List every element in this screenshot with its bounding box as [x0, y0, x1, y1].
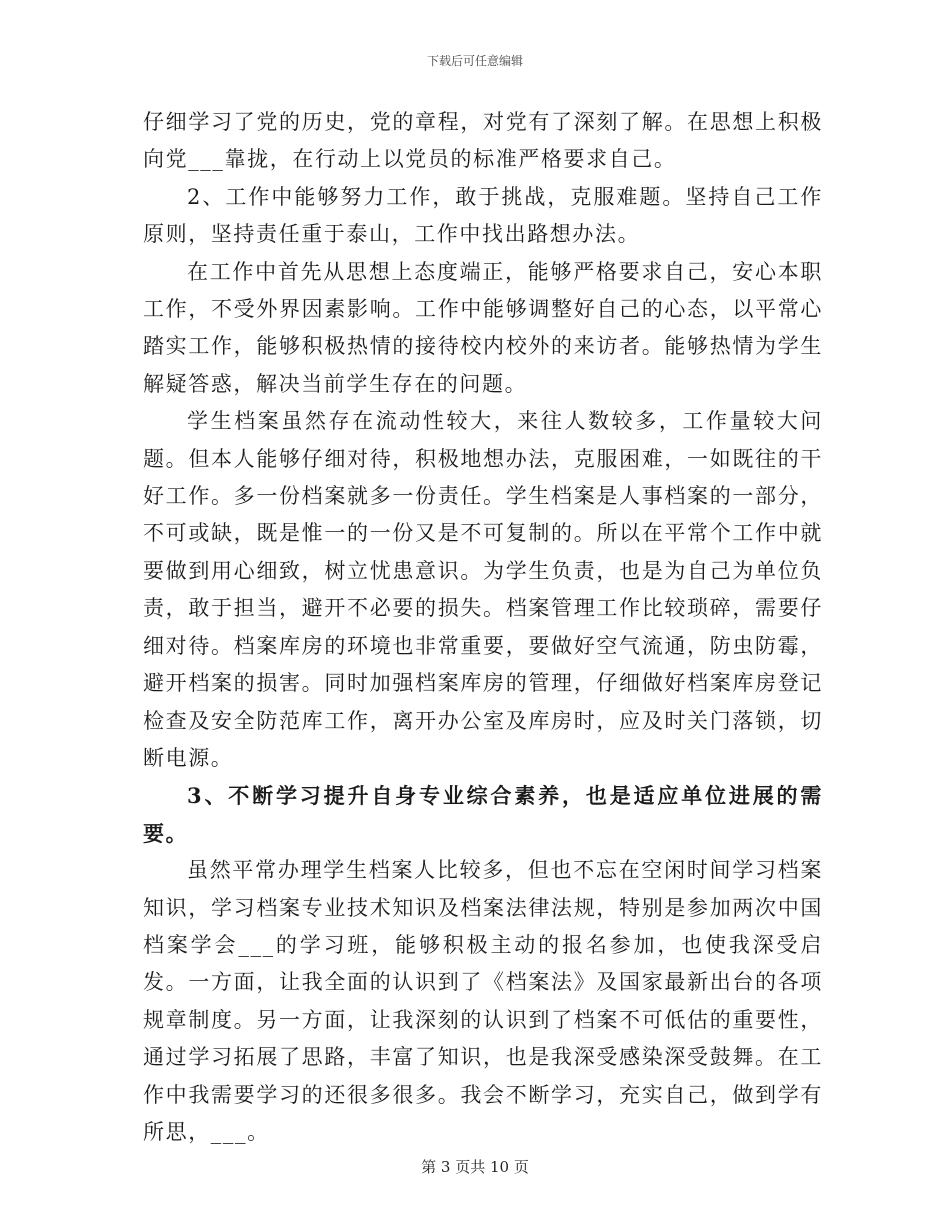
paragraph-1: 仔细学习了党的历史，党的章程，对党有了深刻了解。在思想上积极向党___靠拢，在行动上以党员的标准严格要求自己。 [143, 110, 823, 172]
document-body [143, 104, 823, 1151]
paragraph-2: 2、工作中能够努力工作，敢于挑战，克服难题。坚持自己工作原则，坚持责任重于泰山，工作中找出路想办法。 [143, 184, 823, 247]
paragraph-4: 学生档案虽然存在流动性较大，来往人数较多，工作量较大问题。但本人能够仔细对待，积极地想办法，克服困难，一如既往的干好工作。多一份档案就多一份责任。学生档案是人事档案的一部分，不可或缺，既是惟一的一份又是不可复制的。所以在平常个工作中就要做到用心细致，树立忧患意识。为学生负责，也是为自己为单位负责，敢于担当，避开不必要的损失。档案管理工作比较琐碎，需要仔细对待。档案库房的环境也非常重要，要做好空气流通，防虫防霉，避开档案的损害。同时加强档案库房的管理，仔细做好档案库房登记检查及安全防范库工作，离开办公室及库房时，应及时关门落锁，切断电源。 [143, 409, 823, 770]
paragraph-3: 在工作中首先从思想上态度端正，能够严格要求自己，安心本职工作，不受外界因素影响。工作中能够调整好自己的心态，以平常心踏实工作，能够积极热情的接待校内校外的来访者。能够热情为学生解疑答惑，解决当前学生存在的问题。 [143, 259, 823, 396]
page-number: 第 3 页共 10 页 [421, 1158, 529, 1176]
section-heading-3: 3、不断学习提升自身专业综合素养，也是适应单位进展的需要。 [143, 783, 823, 846]
page-header: 下载后可任意编辑 [426, 54, 523, 68]
paragraph-5: 虽然平常办理学生档案人比较多，但也不忘在空闲时间学习档案知识，学习档案专业技术知识及档案法律法规，特别是参加两次中国档案学会___的学习班，能够积极主动的报名参加，也使我深受启发。一方面，让我全面的认识到了《档案法》及国家最新出台的各项规章制度。另一方面，让我深刻的认识到了档案不可低估的重要性，通过学习拓展了思路，丰富了知识，也是我深受感染深受鼓舞。在工作中我需要学习的还很多很多。我会不断学习，充实自己，做到学有所思，___。 [143, 858, 823, 1144]
